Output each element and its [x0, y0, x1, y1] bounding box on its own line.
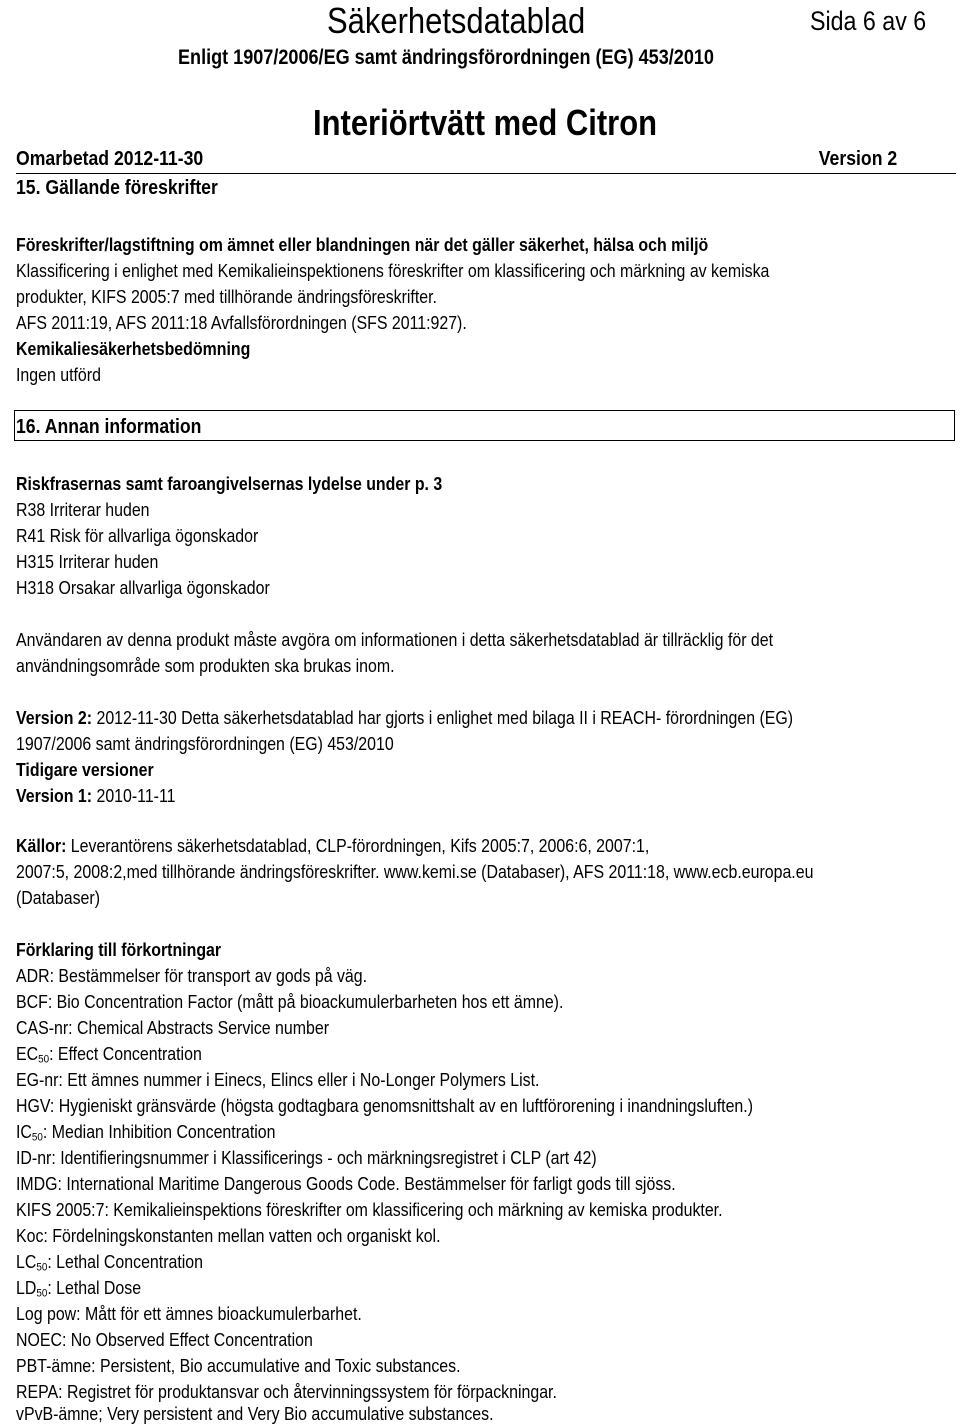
- regulation-subtitle: Enligt 1907/2006/EG samt ändringsförordningen (EG) 453/2010: [178, 46, 714, 69]
- document-title: Säkerhetsdatablad: [327, 0, 586, 41]
- product-name: Interiörtvätt med Citron: [313, 102, 658, 143]
- previous-versions-heading: Tidigare versioner: [16, 759, 154, 780]
- version-2-text: 2012-11-30 Detta säkerhetsdatablad har gjorts i enlighet med bilaga II i REACH- förordningen (EG): [92, 707, 794, 728]
- section-16-heading: 16. Annan information: [16, 415, 202, 438]
- abbrev-item: IMDG: International Maritime Dangerous Goods Code. Bestämmelser för farligt gods till sjöss.: [16, 1173, 676, 1194]
- version-1-text: 2010-11-11: [92, 785, 176, 806]
- abbrev-item: REPA: Registret för produktansvar och återvinningssystem för förpackningar.: [16, 1381, 557, 1402]
- abbrev-subscript: 50: [36, 1261, 48, 1274]
- version-2-label: Version 2:: [16, 707, 93, 728]
- sources-text-cont: (Databaser): [16, 887, 101, 908]
- abbrev-term: LC: [16, 1251, 37, 1272]
- abbrev-item: KIFS 2005:7: Kemikalieinspektions föreskrifter om klassificering och märkning av kemiska produkter.: [16, 1199, 723, 1220]
- user-note: Användaren av denna produkt måste avgöra om informationen i detta säkerhetsdatablad är tillräcklig för det: [16, 629, 774, 650]
- section-15-heading: 15. Gällande föreskrifter: [16, 176, 218, 199]
- header-divider: [16, 173, 956, 174]
- abbrev-definition: : Median Inhibition Concentration: [42, 1121, 276, 1142]
- phrases-heading: Riskfrasernas samt faroangivelsernas lydelse under p. 3: [16, 473, 443, 494]
- sources-label: Källor:: [16, 835, 67, 856]
- revised-date: Omarbetad 2012-11-30: [16, 147, 204, 170]
- abbrev-item: vPvB-ämne; Very persistent and Very Bio accumulative substances.: [16, 1403, 494, 1424]
- section-15-subheading: Föreskrifter/lagstiftning om ämnet eller blandningen när det gäller säkerhet, hälsa och miljö: [16, 234, 709, 255]
- abbrev-item: ADR: Bestämmelser för transport av gods på väg.: [16, 965, 368, 986]
- abbrev-definition: : Effect Concentration: [49, 1043, 202, 1064]
- abbrev-term: IC: [16, 1121, 32, 1142]
- phrase-item: R41 Risk för allvarliga ögonskador: [16, 525, 259, 546]
- version-2-text-cont: 1907/2006 samt ändringsförordningen (EG) 453/2010: [16, 733, 394, 754]
- version-1-label: Version 1:: [16, 785, 93, 806]
- sources-text-cont: 2007:5, 2008:2,med tillhörande ändringsföreskrifter. www.kemi.se (Databaser), AFS 2011:18, www.ecb.europa.eu: [16, 861, 814, 882]
- abbrev-definition: : Lethal Concentration: [47, 1251, 203, 1272]
- abbreviations-heading: Förklaring till förkortningar: [16, 939, 222, 960]
- abbrev-subscript: 50: [36, 1287, 48, 1300]
- abbrev-item: EG-nr: Ett ämnes nummer i Einecs, Elincs eller i No-Longer Polymers List.: [16, 1069, 540, 1090]
- abbrev-term: LD: [16, 1277, 37, 1298]
- phrase-item: H318 Orsakar allvarliga ögonskador: [16, 577, 270, 598]
- phrase-item: H315 Irriterar huden: [16, 551, 159, 572]
- abbrev-term: EC: [16, 1043, 39, 1064]
- page-number: Sida 6 av 6: [810, 6, 927, 36]
- abbrev-item: PBT-ämne: Persistent, Bio accumulative and Toxic substances.: [16, 1355, 461, 1376]
- section-15-text: produkter, KIFS 2005:7 med tillhörande ändringsföreskrifter.: [16, 286, 437, 307]
- abbrev-item: CAS-nr: Chemical Abstracts Service number: [16, 1017, 330, 1038]
- abbrev-item: HGV: Hygieniskt gränsvärde (högsta godtagbara genomsnittshalt av en luftförorening i inandningsluften.): [16, 1095, 754, 1116]
- abbrev-item: BCF: Bio Concentration Factor (mått på bioackumulerbarheten hos ett ämne).: [16, 991, 564, 1012]
- abbrev-subscript: 50: [38, 1053, 50, 1066]
- section-15-text: Klassificering i enlighet med Kemikalieinspektionens föreskrifter om klassificering och märkning av kemiska: [16, 260, 770, 281]
- abbrev-subscript: 50: [31, 1131, 43, 1144]
- abbrev-item: NOEC: No Observed Effect Concentration: [16, 1329, 313, 1350]
- sources-entry: [16, 833, 649, 859]
- version-2-entry: [16, 705, 793, 731]
- version-label: Version 2: [818, 147, 897, 170]
- version-1-entry: [16, 783, 176, 809]
- abbrev-item: Log pow: Mått för ett ämnes bioackumulerbarhet.: [16, 1303, 362, 1324]
- assessment-heading: Kemikaliesäkerhetsbedömning: [16, 338, 251, 359]
- user-note: användningsområde som produkten ska brukas inom.: [16, 655, 395, 676]
- sources-text: Leverantörens säkerhetsdatablad, CLP-förordningen, Kifs 2005:7, 2006:6, 2007:1,: [66, 835, 650, 856]
- phrase-item: R38 Irriterar huden: [16, 499, 150, 520]
- section-15-text: AFS 2011:19, AFS 2011:18 Avfallsförordningen (SFS 2011:927).: [16, 312, 467, 333]
- abbrev-definition: : Lethal Dose: [47, 1277, 142, 1298]
- abbrev-item: Koc: Fördelningskonstanten mellan vatten och organiskt kol.: [16, 1225, 441, 1246]
- abbrev-item: ID-nr: Identifieringsnummer i Klassificerings - och märkningsregistret i CLP (art 42): [16, 1147, 597, 1168]
- assessment-value: Ingen utförd: [16, 364, 101, 385]
